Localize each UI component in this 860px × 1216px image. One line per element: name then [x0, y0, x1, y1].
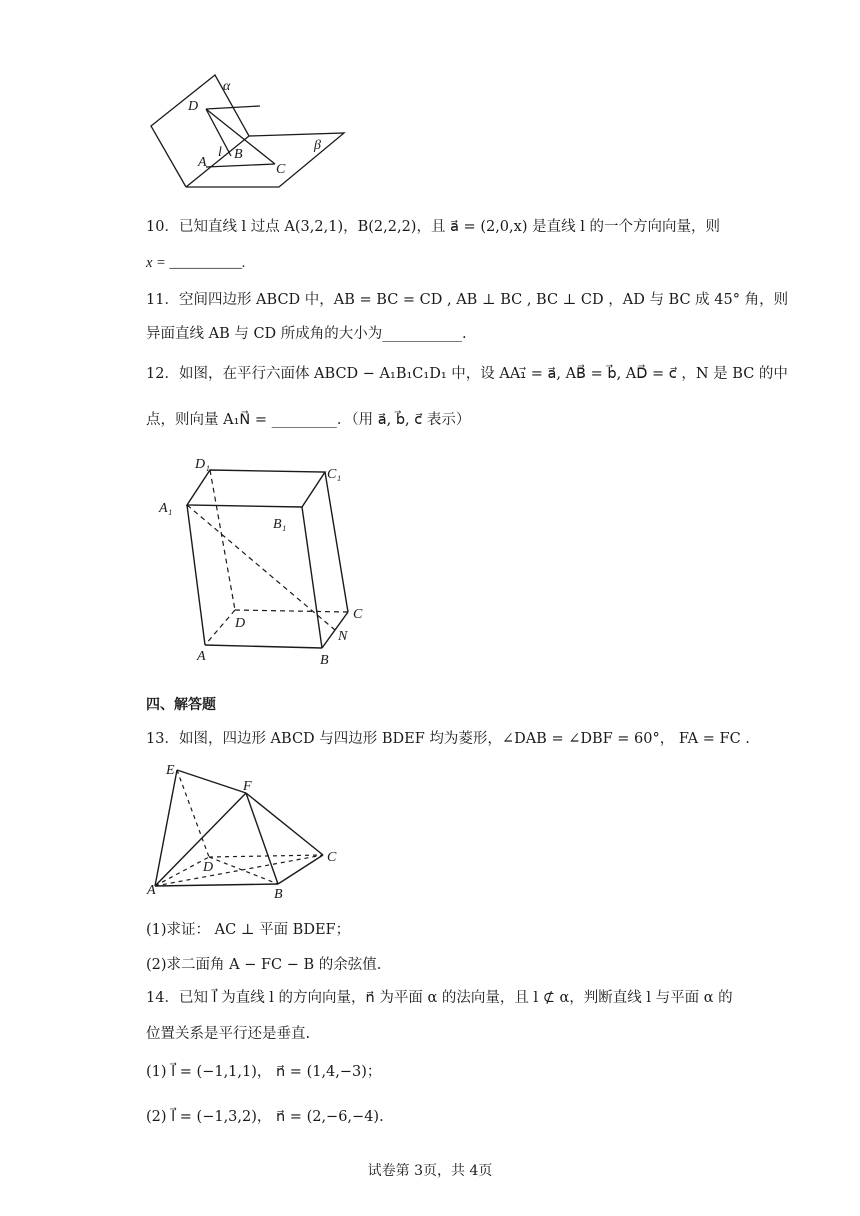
- q14-part1: (1) l⃗ = (−1,1,1)， n⃗ = (1,4,−3)；: [146, 1064, 382, 1080]
- figure-parallelepiped-svg: [155, 450, 375, 670]
- label-B1: B₁: [273, 517, 287, 532]
- label-C: C: [353, 607, 363, 622]
- q12-line2: 点，则向量 A₁N⃗ = _________．（用 a⃗, b⃗, c⃗ 表示）: [146, 412, 471, 428]
- label-C: C: [327, 850, 337, 865]
- q14-part2: (2) l⃗ = (−1,3,2)， n⃗ = (2,−6,−4).: [146, 1109, 384, 1125]
- label-B: B: [320, 653, 329, 668]
- q13-line1: 13．如图，四边形 ABCD 与四边形 BDEF 均为菱形，∠DAB = ∠DBF = 60°， FA = FC .: [146, 731, 750, 747]
- label-A: A: [147, 883, 156, 898]
- q13-part1: (1)求证： AC ⊥ 平面 BDEF；: [146, 922, 351, 938]
- label-F: F: [243, 779, 252, 794]
- q11-line1: 11．空间四边形 ABCD 中，AB = BC = CD , AB ⊥ BC , BC ⊥ CD ，AD 与 BC 成 45° 角，则: [146, 292, 789, 308]
- label-alpha: α: [223, 79, 231, 94]
- q11-line2: 异面直线 AB 与 CD 所成角的大小为___________.: [146, 326, 467, 342]
- label-B: B: [234, 147, 243, 162]
- q13-part2: (2)求二面角 A − FC − B 的余弦值.: [146, 957, 382, 973]
- figure-dihedral-svg: [148, 70, 353, 190]
- q10-line2: x = __________.: [146, 255, 246, 271]
- q14-line2: 位置关系是平行还是垂直.: [146, 1026, 311, 1042]
- figure-rhombus-svg: [143, 758, 348, 898]
- label-B: B: [274, 887, 283, 898]
- label-D: D: [203, 860, 214, 875]
- label-C1: C₁: [327, 467, 342, 482]
- page-footer: 试卷第 3页，共 4页: [367, 1163, 493, 1179]
- label-beta: β: [314, 138, 321, 153]
- q10-line1: 10．已知直线 l 过点 A(3,2,1)，B(2,2,2)，且 a⃗ = (2,0,x) 是直线 l 的一个方向向量，则: [146, 219, 720, 235]
- label-C: C: [276, 162, 286, 177]
- figure-dihedral-planes: [148, 70, 353, 190]
- label-A: A: [197, 649, 206, 664]
- label-D: D: [188, 99, 199, 114]
- figure-parallelepiped: [155, 450, 375, 670]
- label-D1: D₁: [195, 457, 210, 472]
- q12-line1: 12．如图，在平行六面体 ABCD − A₁B₁C₁D₁ 中，设 AA₁⃗ = a⃗, AB⃗ = b⃗, AD⃗ = c⃗ ，N 是 BC 的中: [146, 366, 788, 382]
- section-title: 四、解答题: [146, 697, 216, 713]
- label-N: N: [338, 629, 348, 644]
- label-D: D: [235, 616, 246, 631]
- q14-line1: 14．已知 l⃗ 为直线 l 的方向向量，n⃗ 为平面 α 的法向量，且 l ⊄ α，判断直线 l 与平面 α 的: [146, 990, 733, 1006]
- label-l: l: [218, 145, 222, 160]
- label-A: A: [198, 155, 207, 170]
- label-E: E: [166, 763, 175, 778]
- figure-rhombus-solid: [143, 758, 348, 898]
- label-A1: A₁: [159, 501, 173, 516]
